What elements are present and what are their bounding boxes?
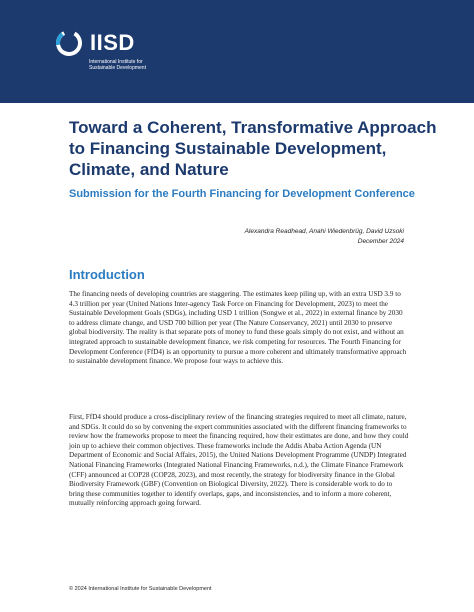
iisd-logo <box>54 28 135 58</box>
iisd-ring-logo-icon <box>54 28 84 58</box>
body-paragraph: The financing needs of developing countries are staggering. The estimates keep piling up, with an extra USD 3.9 to 4.3 trillion per year (United Nations Inter-agency Task Force on Financing for Development, 2023) to meet the Sustainable Development Goals (SDGs), including USD 1 trillion (Songwe et al., 2022) in external finance by 2030 to address climate change, and USD 700 billion per year (The Nature Conservancy, 2021) until 2030 to preserve global biodiversity. The reality is that separate pots of money to fund these goals simply do not exist, and without an integrated approach to sustainable development finance, we risk competing for resources. The Fourth Financing for Development Conference (FfD4) is an opportunity to pursue a more coherent and ultimately transformative approach to sustainable development finance. We propose four ways to achieve this. <box>69 290 407 366</box>
logo-wordmark: IISD <box>90 30 135 55</box>
logo-subtitle-line-2: Sustainable Development <box>89 65 146 71</box>
authors-line: Alexandra Readhead, Anahi Wiedenbrüg, David Uzsoki <box>244 228 404 235</box>
copyright-footer: © 2024 International Institute for Sustainable Development <box>69 586 212 592</box>
document-title: Toward a Coherent, Transformative Approach to Financing Sustainable Development, Climate, and Nature <box>69 118 437 179</box>
section-heading-introduction: Introduction <box>69 267 145 282</box>
logo-subtitle-line-1: International Institute for <box>89 59 143 65</box>
cover-header-band <box>0 0 474 103</box>
logo-subtitle <box>89 59 146 71</box>
document-subtitle: Submission for the Fourth Financing for Development Conference <box>69 188 415 200</box>
publication-date: December 2024 <box>357 238 404 245</box>
body-paragraph: First, FfD4 should produce a cross-disciplinary review of the financing strategies required to meet all climate, nature, and SDGs. It could do so by convening the expert communities associated with the different financing frameworks to review how the frameworks propose to meet the financing required, how their estimates are done, and how they could join up to achieve their common objectives. These frameworks include the Addis Ababa Action Agenda (UN Department of Economic and Social Affairs, 2015), the United Nations Development Programme (UNDP) Integrated National Financing Frameworks (Integrated National Financing Frameworks, n.d.), the Climate Finance Framework (CFF) announced at COP28 (COP28, 2023), and most recently, the strategy for biodiversity finance in the Global Biodiversity Framework (GBF) (Convention on Biological Diversity, 2022). There is considerable work to do to bring these communities together to identify overlaps, gaps, and inconsistencies, and to inform a more coherent, mutually reinforcing approach going forward. <box>69 413 409 508</box>
